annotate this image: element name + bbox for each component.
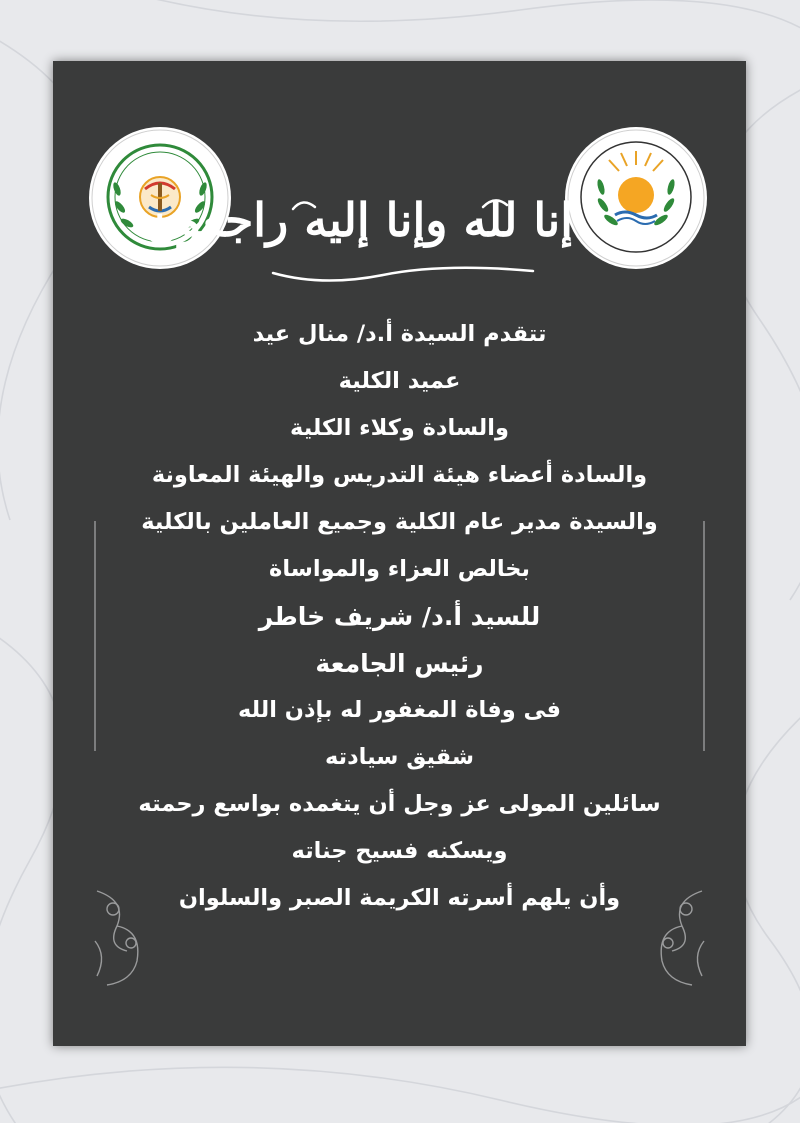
condolence-text xyxy=(53,311,746,922)
text-line: رئيس الجامعة xyxy=(315,649,484,678)
swirl-ornament-icon xyxy=(642,881,712,991)
text-line: والسادة أعضاء هيئة التدريس والهيئة المعاونة xyxy=(151,462,648,488)
text-line: شقيق سيادته xyxy=(324,744,475,770)
swirl-ornament-icon xyxy=(87,881,157,991)
text-line: والسيدة مدير عام الكلية وجميع العاملين بالكلية xyxy=(141,509,658,535)
mansoura-university-logo xyxy=(565,127,707,269)
text-line: للسيد أ.د/ شريف خاطر xyxy=(258,602,541,631)
text-line: سائلين المولى عز وجل أن يتغمده بواسع رحمته xyxy=(138,791,661,817)
text-line: عميد الكلية xyxy=(338,368,461,394)
text-line: فى وفاة المغفور له بإذن الله xyxy=(237,697,562,723)
condolence-card xyxy=(53,61,746,1046)
text-line: وأن يلهم أسرته الكريمة الصبر والسلوان xyxy=(178,885,621,911)
text-line: والسادة وكلاء الكلية xyxy=(290,415,509,441)
text-line: ويسكنه فسيح جناته xyxy=(291,838,508,864)
text-line: بخالص العزاء والمواساة xyxy=(269,556,530,582)
calligraphy-heading xyxy=(145,187,573,297)
calligraphy-text: إنا لله وإنا إليه راجعون xyxy=(145,193,573,247)
text-line: تتقدم السيدة أ.د/ منال عيد xyxy=(252,321,547,347)
